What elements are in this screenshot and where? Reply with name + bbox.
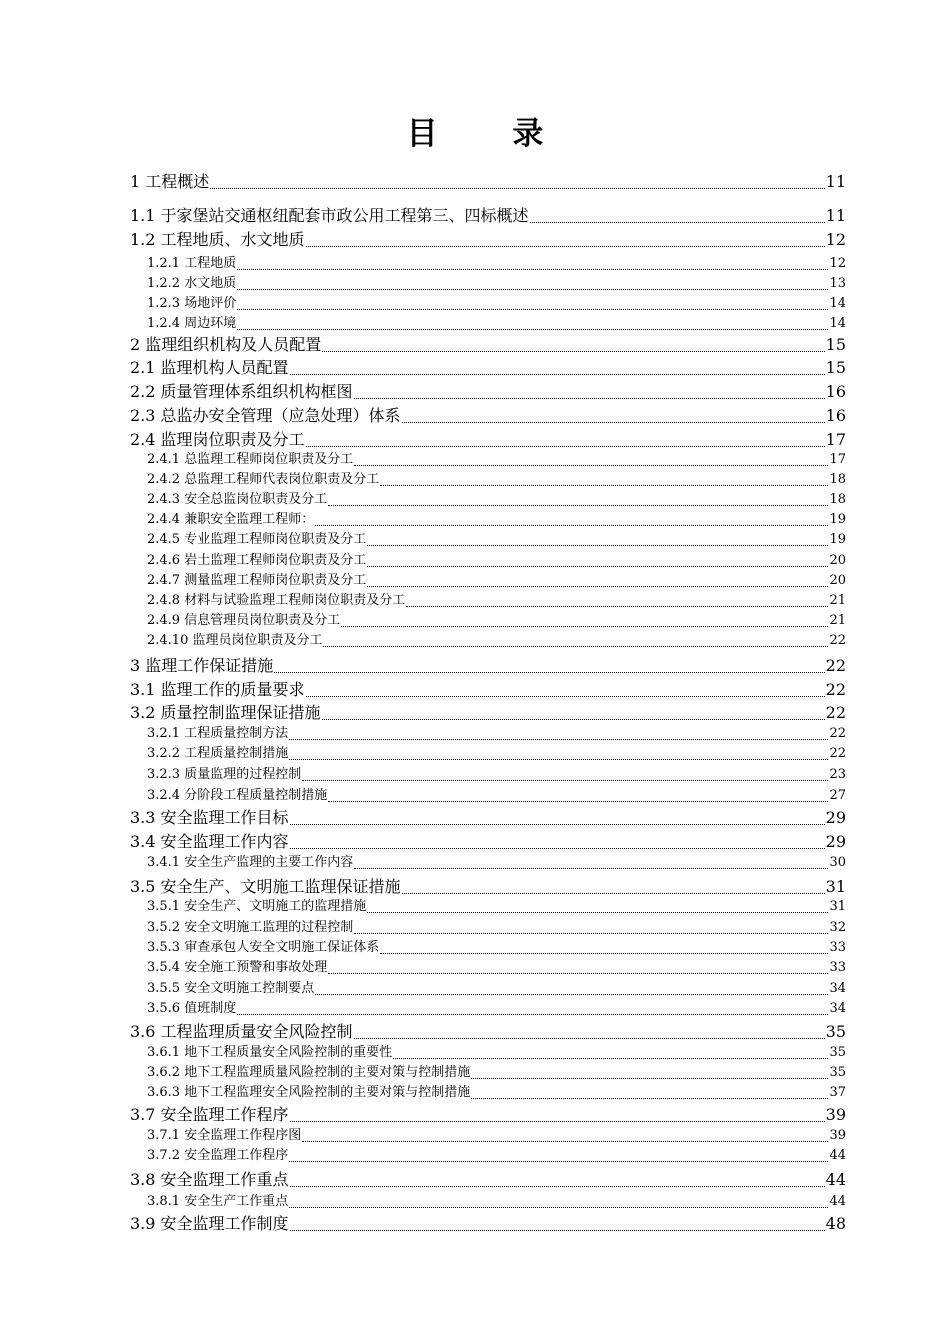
toc-entry-page-number: 23	[829, 767, 846, 782]
toc-entry-page-number: 20	[829, 573, 846, 588]
toc-entry-title: 2.4.6 岩土监理工程师岗位职责及分工	[147, 553, 367, 568]
toc-entry[interactable]	[130, 631, 846, 650]
toc-entry-page-number: 29	[825, 832, 846, 851]
toc-entry-title: 3.5 安全生产、文明施工监理保证措施	[130, 877, 401, 896]
toc-entry[interactable]	[130, 510, 846, 529]
toc-entry-title: 1.2 工程地质、水文地质	[130, 230, 305, 249]
toc-entry-page-number: 22	[829, 633, 846, 648]
toc-entry-page-number: 17	[825, 430, 846, 449]
toc-entry[interactable]	[130, 591, 846, 610]
toc-entry[interactable]	[130, 571, 846, 590]
toc-entry-title: 1.2.4 周边环境	[147, 316, 237, 331]
toc-entry-page-number: 44	[829, 1194, 846, 1209]
toc-entry-page-number: 29	[825, 808, 846, 827]
toc-entry[interactable]	[130, 1083, 846, 1102]
toc-entry[interactable]	[130, 274, 846, 293]
toc-entry[interactable]	[130, 897, 846, 916]
toc-entry[interactable]	[130, 450, 846, 469]
toc-dot-leader	[341, 626, 828, 627]
toc-dot-leader	[323, 646, 828, 647]
toc-entry[interactable]	[130, 611, 846, 630]
toc-entry[interactable]	[130, 490, 846, 509]
toc-entry-title: 3.8 安全监理工作重点	[130, 1170, 289, 1189]
toc-dot-leader	[406, 606, 828, 607]
toc-dot-leader	[530, 222, 825, 223]
toc-dot-leader	[237, 1014, 828, 1015]
toc-entry-page-number: 44	[825, 1170, 846, 1189]
toc-entry-page-number: 22	[829, 726, 846, 741]
toc-entry[interactable]	[130, 876, 846, 898]
toc-entry[interactable]	[130, 938, 846, 957]
toc-entry[interactable]	[130, 1146, 846, 1165]
toc-entry-page-number: 35	[825, 1022, 846, 1041]
toc-dot-leader	[402, 893, 825, 894]
toc-entry[interactable]	[130, 765, 846, 784]
toc-entry-title: 3.2.1 工程质量控制方法	[147, 726, 289, 741]
toc-entry-page-number: 18	[829, 472, 846, 487]
toc-entry-page-number: 16	[825, 382, 846, 401]
toc-entry[interactable]	[130, 530, 846, 549]
toc-entry[interactable]	[130, 979, 846, 998]
toc-entry-title: 3.9 安全监理工作制度	[130, 1214, 289, 1233]
toc-entry-page-number: 37	[829, 1085, 846, 1100]
toc-entry[interactable]	[130, 1021, 846, 1043]
toc-entry-title: 3.5.2 安全文明施工监理的过程控制	[147, 920, 354, 935]
toc-entry-page-number: 22	[825, 703, 846, 722]
toc-entry-title: 1.2.1 工程地质	[147, 256, 237, 271]
toc-entry-title: 1 工程概述	[130, 172, 210, 191]
toc-dot-leader	[302, 1141, 828, 1142]
toc-entry-title: 3.2 质量控制监理保证措施	[130, 703, 321, 722]
toc-entry-page-number: 13	[829, 276, 846, 291]
toc-entry-title: 2.4.5 专业监理工程师岗位职责及分工	[147, 532, 367, 547]
toc-entry-page-number: 39	[829, 1128, 846, 1143]
toc-entry-title: 3.5.6 值班制度	[147, 1001, 237, 1016]
toc-dot-leader	[471, 1078, 828, 1079]
toc-entry[interactable]	[130, 171, 846, 193]
toc-entry-title: 2 监理组织机构及人员配置	[130, 335, 322, 354]
toc-dot-leader	[354, 465, 828, 466]
toc-dot-leader	[354, 1038, 825, 1039]
toc-dot-leader	[328, 973, 828, 974]
toc-entry-title: 3.6.2 地下工程监理质量风险控制的主要对策与控制措施	[147, 1065, 471, 1080]
toc-entry-title: 1.2.3 场地评价	[147, 296, 237, 311]
toc-dot-leader	[306, 446, 825, 447]
toc-entry[interactable]	[130, 429, 846, 451]
toc-entry-title: 2.3 总监办安全管理（应急处理）体系	[130, 406, 401, 425]
toc-dot-leader	[306, 246, 825, 247]
toc-entry-page-number: 21	[829, 593, 846, 608]
toc-entry[interactable]	[130, 744, 846, 763]
toc-dot-leader	[289, 759, 828, 760]
toc-dot-leader	[322, 719, 825, 720]
toc-entry-title: 3.6.1 地下工程质量安全风险控制的重要性	[147, 1045, 393, 1060]
toc-entry-title: 2.4.7 测量监理工程师岗位职责及分工	[147, 573, 367, 588]
toc-entry-page-number: 34	[829, 1001, 846, 1016]
toc-entry[interactable]	[130, 1192, 846, 1211]
toc-dot-leader	[237, 309, 828, 310]
toc-dot-leader	[237, 269, 828, 270]
toc-entry-title: 2.4.2 总监理工程师代表岗位职责及分工	[147, 472, 380, 487]
toc-entry-page-number: 14	[829, 296, 846, 311]
toc-dot-leader	[354, 868, 828, 869]
toc-entry-page-number: 48	[825, 1214, 846, 1233]
toc-dot-leader	[402, 422, 825, 423]
toc-dot-leader	[274, 672, 824, 673]
toc-entry-title: 3.2.3 质量监理的过程控制	[147, 767, 302, 782]
toc-entry-page-number: 17	[829, 452, 846, 467]
toc-entry-page-number: 33	[829, 940, 846, 955]
toc-dot-leader	[290, 1230, 825, 1231]
toc-dot-leader	[210, 188, 824, 189]
toc-entry[interactable]	[130, 679, 846, 701]
toc-entry[interactable]	[130, 786, 846, 805]
toc-entry-page-number: 35	[829, 1045, 846, 1060]
toc-dot-leader	[367, 586, 828, 587]
toc-entry[interactable]	[130, 205, 846, 227]
toc-entry-page-number: 11	[825, 172, 846, 191]
toc-entry[interactable]	[130, 655, 846, 677]
toc-dot-leader	[367, 545, 828, 546]
toc-entry-title: 2.4.9 信息管理员岗位职责及分工	[147, 613, 341, 628]
toc-entry-title: 2.4.3 安全总监岗位职责及分工	[147, 492, 328, 507]
toc-dot-leader	[315, 994, 828, 995]
toc-entry-title: 3.5.4 安全施工预警和事故处理	[147, 960, 328, 975]
toc-entry-title: 3 监理工作保证措施	[130, 656, 274, 675]
toc-dot-leader	[393, 1058, 828, 1059]
toc-entry[interactable]	[130, 1169, 846, 1191]
toc-dot-leader	[237, 329, 828, 330]
toc-entry[interactable]	[130, 381, 846, 403]
toc-dot-leader	[290, 824, 825, 825]
toc-dot-leader	[290, 374, 825, 375]
toc-dot-leader	[354, 933, 828, 934]
toc-entry[interactable]	[130, 853, 846, 872]
toc-entry[interactable]	[130, 254, 846, 273]
toc-entry-title: 3.5.1 安全生产、文明施工的监理措施	[147, 899, 367, 914]
toc-dot-leader	[471, 1098, 828, 1099]
toc-entry[interactable]	[130, 958, 846, 977]
toc-entry-title: 3.5.5 安全文明施工控制要点	[147, 981, 315, 996]
toc-entry[interactable]	[130, 334, 846, 356]
toc-entry-title: 2.1 监理机构人员配置	[130, 358, 289, 377]
toc-entry[interactable]	[130, 1043, 846, 1062]
toc-entry-page-number: 14	[829, 316, 846, 331]
toc-entry-page-number: 15	[825, 358, 846, 377]
toc-entry-page-number: 18	[829, 492, 846, 507]
toc-dot-leader	[290, 848, 825, 849]
toc-entry-page-number: 44	[829, 1148, 846, 1163]
toc-entry-title: 2.4.10 监理员岗位职责及分工	[147, 633, 323, 648]
toc-entry-title: 3.2.2 工程质量控制措施	[147, 746, 289, 761]
toc-dot-leader	[380, 953, 828, 954]
toc-entry[interactable]	[130, 1213, 846, 1235]
toc-dot-leader	[237, 289, 828, 290]
toc-entry-title: 1.2.2 水文地质	[147, 276, 237, 291]
toc-dot-leader	[289, 1161, 828, 1162]
toc-entry[interactable]	[130, 551, 846, 570]
toc-entry-title: 3.6.3 地下工程监理安全风险控制的主要对策与控制措施	[147, 1085, 471, 1100]
toc-entry-page-number: 22	[825, 656, 846, 675]
toc-dot-leader	[290, 1186, 825, 1187]
toc-entry-title: 3.6 工程监理质量安全风险控制	[130, 1022, 353, 1041]
toc-entry[interactable]	[130, 1063, 846, 1082]
toc-entry-page-number: 34	[829, 981, 846, 996]
toc-dot-leader	[302, 780, 828, 781]
toc-entry-page-number: 22	[829, 746, 846, 761]
toc-dot-leader	[367, 912, 828, 913]
toc-entry-title: 3.1 监理工作的质量要求	[130, 680, 305, 699]
toc-entry-page-number: 30	[829, 855, 846, 870]
toc-entry[interactable]	[130, 314, 846, 333]
toc-entry[interactable]	[130, 1126, 846, 1145]
toc-entry-page-number: 16	[825, 406, 846, 425]
toc-entry-title: 3.7 安全监理工作程序	[130, 1105, 289, 1124]
toc-entry-page-number: 39	[825, 1105, 846, 1124]
toc-entry-page-number: 19	[829, 532, 846, 547]
toc-entry-title: 2.4.1 总监理工程师岗位职责及分工	[147, 452, 354, 467]
toc-dot-leader	[315, 525, 828, 526]
toc-entry-page-number: 31	[825, 877, 846, 896]
toc-entry[interactable]	[130, 470, 846, 489]
toc-dot-leader	[322, 351, 824, 352]
toc-entry-title: 3.2.4 分阶段工程质量控制措施	[147, 788, 328, 803]
toc-entry[interactable]	[130, 807, 846, 829]
toc-dot-leader	[367, 566, 828, 567]
toc-entry-title: 2.4.8 材料与试验监理工程师岗位职责及分工	[147, 593, 406, 608]
toc-dot-leader	[328, 505, 828, 506]
toc-entry[interactable]	[130, 831, 846, 853]
toc-entry-page-number: 35	[829, 1065, 846, 1080]
toc-entry-title: 3.4.1 安全生产监理的主要工作内容	[147, 855, 354, 870]
toc-entry[interactable]	[130, 724, 846, 743]
toc-entry-page-number: 22	[825, 680, 846, 699]
toc-entry-page-number: 20	[829, 553, 846, 568]
toc-entry-page-number: 15	[825, 335, 846, 354]
toc-entry-title: 3.7.1 安全监理工作程序图	[147, 1128, 302, 1143]
toc-entry[interactable]	[130, 1104, 846, 1126]
toc-entry-title: 2.2 质量管理体系组织机构框图	[130, 382, 353, 401]
toc-entry[interactable]	[130, 918, 846, 937]
toc-entry-title: 2.4 监理岗位职责及分工	[130, 430, 305, 449]
toc-entry[interactable]	[130, 702, 846, 724]
toc-entry-title: 3.7.2 安全监理工作程序	[147, 1148, 289, 1163]
toc-entry-page-number: 12	[829, 256, 846, 271]
toc-entry-title: 1.1 于家堡站交通枢纽配套市政公用工程第三、四标概述	[130, 206, 529, 225]
toc-entry-page-number: 21	[829, 613, 846, 628]
toc-dot-leader	[354, 398, 825, 399]
toc-entry-page-number: 31	[829, 899, 846, 914]
toc-dot-leader	[289, 739, 828, 740]
page-title: 目 录	[406, 116, 576, 152]
toc-entry[interactable]	[130, 999, 846, 1018]
toc-entry-page-number: 12	[825, 230, 846, 249]
toc-entry-page-number: 19	[829, 512, 846, 527]
toc-entry[interactable]	[130, 294, 846, 313]
toc-entry-title: 2.4.4 兼职安全监理工程师：	[147, 512, 315, 527]
toc-entry[interactable]	[130, 229, 846, 251]
toc-entry-title: 3.5.3 审查承包人安全文明施工保证体系	[147, 940, 380, 955]
toc-entry-page-number: 11	[825, 206, 846, 225]
toc-entry[interactable]	[130, 357, 846, 379]
toc-dot-leader	[290, 1121, 825, 1122]
toc-entry-page-number: 27	[829, 788, 846, 803]
toc-entry-title: 3.3 安全监理工作目标	[130, 808, 289, 827]
toc-entry-page-number: 32	[829, 920, 846, 935]
toc-dot-leader	[380, 485, 828, 486]
toc-entry-page-number: 33	[829, 960, 846, 975]
toc-dot-leader	[328, 801, 828, 802]
toc-entry-title: 3.8.1 安全生产工作重点	[147, 1194, 289, 1209]
toc-dot-leader	[289, 1207, 828, 1208]
toc-entry[interactable]	[130, 405, 846, 427]
toc-entry-title: 3.4 安全监理工作内容	[130, 832, 289, 851]
toc-dot-leader	[306, 696, 825, 697]
